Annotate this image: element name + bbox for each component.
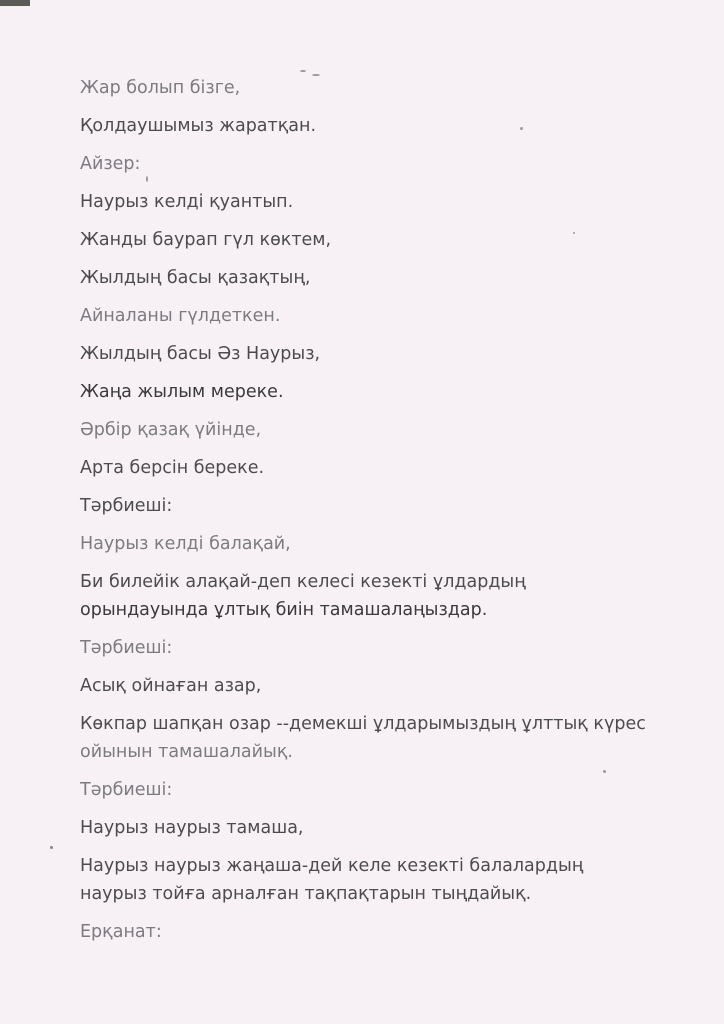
text-line: наурыз тойға арналған тақпақтарын тыңдайық.	[80, 884, 532, 904]
text-line: орындауында ұлтық биін тамашалаңыздар.	[80, 600, 488, 620]
text-line: Наурыз наурыз жаңаша-дей келе кезекті балалардың	[80, 856, 584, 876]
scan-speck	[50, 846, 53, 849]
text-line: Наурыз наурыз тамаша,	[80, 818, 304, 838]
speaker-label: Ерқанат:	[80, 922, 162, 942]
text-line: Арта берсін береке.	[80, 458, 265, 478]
text-line: Жылдың басы қазақтың,	[80, 268, 311, 288]
scan-speck	[520, 127, 523, 130]
text-line: Көкпар шапқан озар --демекші ұлдарымыздың ұлттық күрес	[80, 714, 646, 734]
speaker-label: Айзер:	[80, 154, 141, 174]
text-line: Жар болып бізге,	[80, 78, 241, 98]
text-line: Айналаны гүлдеткен.	[80, 306, 281, 326]
speaker-label: Тәрбиеші:	[80, 638, 173, 658]
text-line: Әрбір қазақ үйінде,	[80, 420, 262, 440]
text-line: Жанды баурап гүл көктем,	[80, 230, 332, 250]
text-line: Наурыз келді қуантып.	[80, 192, 294, 212]
text-line: Асық ойнаған азар,	[80, 676, 262, 696]
text-line: Жаңа жылым мереке.	[80, 382, 284, 402]
speaker-label: Тәрбиеші:	[80, 780, 173, 800]
text-line: Жылдың басы Әз Наурыз,	[80, 344, 321, 364]
text-line: Би билейік алақай-деп келесі кезекті ұлдардың	[80, 572, 526, 592]
text-line: Наурыз келді балақай,	[80, 534, 291, 554]
scan-edge-mark	[0, 0, 30, 6]
scan-speck	[573, 232, 575, 234]
scan-speck	[312, 74, 320, 76]
scan-speck	[146, 176, 148, 182]
text-line: Қолдаушымыз жаратқан.	[80, 116, 317, 136]
text-line: ойынын тамашалайық.	[80, 742, 293, 762]
scan-speck	[603, 770, 606, 773]
scan-speck	[300, 70, 306, 72]
speaker-label: Тәрбиеші:	[80, 496, 173, 516]
